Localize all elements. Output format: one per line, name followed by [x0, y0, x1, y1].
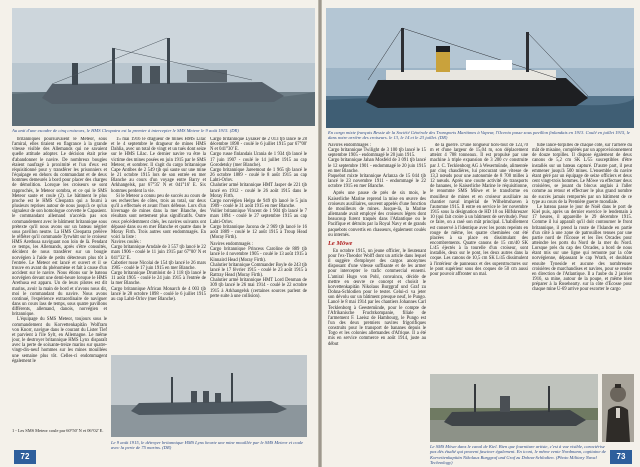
- paragraph: L'équipage du SMS Meteor, toujours sous le commandement du Korvettenkapitän Wolfram von Knorr, navigue dans le courant du Lister Tief et parvient à l'ile Sylt, en Allemagne. Le même jour, le destroyer britannique HMS Lynx disparaît avec la perte de soixante-treize marins sur quatre-vingt-dix-neuf hommes sur les mines mouillées une semaine plus tôt. Celles-ci endommagent également le: [12, 317, 107, 364]
- paragraph: Cargo britannique Lysaker de 2 013 tjb lancé le 28 décembre 1898 - coulé le 6 juillet 1915 par 67°00' N et 041°30' E. Cargo russe finlandais Urania de 1 934 tjb lancé le 17 juin 1907 - coulé le 14 juillet 1915 au cap Gorodetsky (mer Blanche). Cargo britannique Jareemout de 1 965 tjb lancé le 26 octobre 1889 - coulé le 8 août 1915 au cap Lahti-Orlov. Chalutier armé britannique HMT Jasper de 221 tjb lancé en 1912 - coulé le 26 août 1915 dans le Moray Firth. Cargo norvégien Helga de 949 tjb lancé le 5 juin 1909 - coulé le 31 août 1915 en mer Blanche. Voilier britannique Vincent de 1 904 tjb lancé le 7 mars 1894 - coulé le 27 septembre 1915 au cap Lahti-Orlov. Cargo britannique Jacona de 2 969 tjb lancé le 16 août 1889 - coulé le 12 août 1915 à Troup Head (Moray Firth).: [210, 137, 307, 240]
- section-heading-mowe: Le Möwe: [328, 239, 353, 247]
- caption-bottom-right: Le SMS Möwe dans le canal de Kiel. Bien que fourniture artiste, c'est à vue visible, caractérise pas dès étudié qui peuvent fasciner également. En iconi, le même vente Nordmann, capitaine de Korvettenkapitän Nikolaus Burggraf und Graf zu Dohna-Schlodien. (Photo Military Naval Technology): [430, 444, 607, 466]
- photo-portrait-dohna: [602, 374, 634, 442]
- photo-hms-cleopatra: [12, 8, 315, 126]
- photo-hms-lynx: [111, 355, 307, 437]
- text-column-r2: [430, 143, 528, 373]
- caption-bottom-left: Le 9 août 1915, le détroyer britannique HMS Lynx heurte une mine mouillée par le SMS Meteor et coule avec la perte de 75 marins. (DR): [111, 440, 304, 451]
- paragraph: Après une pause de près de six mois, le Kaiserliche Marine reprend la mise en œuvre des croiseurs auxiliaires, souvent appelés d'une fonction de mouilleurs de mines. Jusque-là, la Marine allemande avait employé des croiseurs légers dont beaucoup furent traqués dans l'Atlantique ou le Pacifique et détruits par la Royal Navy et de grands paquebots convertis en chasseurs, également coulés ou internés.: [328, 191, 426, 238]
- text-column-r1: [328, 143, 426, 443]
- paragraph: tube lance-torpilles de chaque côté, sur l'arrière du mât de misaine, complétés par un approvisionnement de douze torpilles. Il dispose également de deux canons de 5,2 cm SK L/55 susceptibles d'être installés sur un bateau capturé. D'autre part, il peut emmener jusqu'à 500 mines. L'ensemble du navire étant géré par un équipage de seize officiers et deux cent vingt-trois hommes. Le Möwe va effectuer deux croisières, se jouant du blocus anglais à l'aller comme au retour et effectuer le plus grand nombre de succès jamais remportés par un bâtiment de ce type au cours de la Première guerre mondiale.: [532, 143, 632, 205]
- caption-top-right: En cargo mixte français Bessie de la Société Générale des Transports Maritimes à Vapeur, l'Ocenio passe sous pavillon finlandais en 1913. Coulé en juillet 1915, le dans notre arrière des croiseurs. le 13, le 14 et le 23 juillet. (DR): [328, 130, 630, 141]
- paragraph: de la guerre. D'une longueur hors-tout de 123,70 m et d'une largeur de 15,04 m, son déplacement atteint 4 788 tonneaux. Il est propulsé par une machine à triple expansion de 3 200 cv construite par J. C. Tecklenborg AG à Wesermünde, alimentée par cinq chaudières, lui procurant une vitesse de 13,3 nœuds pour une autonomie de 8 700 milles à 12 nœuds. Après une courte activité de transports de bananes, le Kaiserliche Marine le réquisitionne, le renomme SMS Möwe et le transforme en mouilleur de mines et en croiseur auxiliaire au chantier naval impérial de Wilhelmshaven à l'automne 1915. Il entre en service le 1er novembre 1915 sous la désignation de HD 10 ou Hilfskreuzer 10 (qui fait croire à un bâtiment de servitude). Pour ce faire, on a rasé son mât principal. L'habillement est conservé à l'identique avec les ponts repeints en rouge de même, les quatre cheminées ont été placées à sa place en dissimulant des encombrements. Quatre canons de 15 cm/40 SK L/45 éjectés à la tourelle d'un croiseur, sont installés, deux sur le pont, les deux autres dans la coque. Les canons de 10,5 cm SK L/45 dissimulent à l'intérieur de panneaux et des superstructures sur le pont supérieur sous des coques de 50 cm aussi pour pouvoir affronter un mal.: [430, 143, 528, 277]
- paragraph: Navires endommagés : Cargo britannique Twilight de 3 100 tjb lancé le 15 septembre 1905 - endommagé le 20 juin 1915. Cargo britannique Jahan Mosfeld de 3 091 tjb lancé le 12 septembre 1901 - endommagé le 20 juin 1915 en mer Blanche. Paquebot mixte britannique Arlanza de 15 044 tjb lancé le 23 novembre 1911 - endommagé le 22 octobre 1915 en mer Blanche.: [328, 143, 426, 190]
- photo-sms-mowe: [430, 374, 598, 442]
- paragraph: Si le Meteor a connu peu de succès au cours de ses recherches de côtes, trois au total, sur deux qu'il a effectués et avant l'hors défense. Lors d'un hivernage de mines dans la mer Blanche, des résultats sont nettement plus significatifs. Outre ceux précédemment cités, les navires suivants ont dépassé dans ou en mer Blanche et quatre dans le Moray Firth. Trois autres sont endommagés. En voici la liste :: [111, 193, 206, 240]
- paragraph: 15 mai 1916 le dragueur de mines HMS Lilac et le 4 septembre le dragueur de mines HMS Dahlia, avec un total de vingt et un tués dont seize sur le HMS Lilac. Le dernier navire va être la victime des mines posées en juin 1915 par le SMS Meteor, et sombrer. Il s'agit du cargo britannique Cape Antibes de 2 549 tjb qui saute sur une mine le 21 octobre 1915 lors de son entrée en mer Blanche au cours d'un voyage entre Barry et Arkhangelsk, par 67°35' N et 041°16' E. Six hommes perdent la vie.: [111, 137, 206, 194]
- text-column-3: [210, 137, 307, 355]
- paragraph: britanniques poursuivaient le Meteor, sous l'amiral, elles tiraient en flagrance à la grande vitesse visible des Allemands qui ne savaient quelle attitude adopter. Le décision était prise d'abandonner le navire. De nombreux bougies étaient naufragé à proximité et l'un d'eux est réquisitionné pour y transférer les prisonniers et l'équipage en dehors du commandant et de deux hommes demeurés à bord pour placer des charges de démolition. Lorsque les croiseurs se sont rapprochés, le Meteor sombra, et ce qui le SMS Meteor saute et coule (2). Le bâtiment le plus proche est le HMS Cleopatra qui a fourni à plusieurs reprises autour de nous jusqu'à ce qu'un signaleur de son homologue corvette le Capasient. le commandant allemand n'accéda pas son commandement avec le bâtiment britannique sous prétexte qu'il nous avons sur un bateau négrier sous pavillon neutre. La HMS Cleopatra prélève le réfléter qu'il commande Tyrwhitt sur le croiseur HMS Arethusa naviguant non loin de là. Pendant ce temps, les Allemands, après s'être consultés, décident de nous transférer sur un bougie norvégien à l'aide de petits détecteurs plus tôt à l'entrée. Le Meteor est lancé et ouvert et il se trouve en avant du phénomène et fait à cause d'un accident sur le navire. Nous étions sur le bateau norvégien devant une demi-heure lorsque le HMS Arethusa est apparu. Un de leurs pilotes est dit marins, avoir la main de bord et n'avons nous dit, moi le commandant du navire. Nous avons continué, l'expérience extraordinaire de naviguer dans un cours lass de temps, sous quatre pavillons différents, allemand, danois, norvégien et britannique.: [12, 137, 107, 318]
- footnote: 1 - Les SMS Meteor coule par 60°50' N et 06°02' E.: [12, 428, 104, 433]
- right-page: [322, 0, 640, 467]
- page-number-right: 73: [610, 450, 632, 464]
- page-number-left: 72: [14, 450, 36, 464]
- photo-cargo-bessie: [326, 8, 634, 128]
- paragraph: Navires endommagés : Cargo britannique Princess Caroline de 889 tjb lancé le 4 novembre 1905 - coulé le 13 août 1915 à Kinnaird Head (Moray Firth). Chalutier britannique Commander Boyle de 243 tjb lancé le 17 février 1915 - coulé le 23 août 1915 à Rattray Head (Moray Firth). Chalutier armé britannique HMT Lord Denman de 309 tjb lancé le 26 mai 1914 - coulé le 22 octobre 1915 à Arkhangelsk (certaines sources parlent de perte suite à une collision).: [210, 242, 307, 299]
- paragraph: En octobre 1915, un jeune officier, le lieutenant pour l'ex-Theodor Wolff dont un article dans lequel il suggère d'employer des cargos anonymes disposant d'une vitesse suffisante et de les armer pour intercepter le trafic commercial ennemi. L'amiral Hugo von Pohl, convaincu, décide de mettre en œuvre ce concept et choisit le korvettenkapitän Nikolaus Burggraf und Graf zu Dohna-Schlodien pour le tester. Celui-ci va jeter son dévolu sur un bâtiment presque neuf, le Pungo. Lancé le 8 mai 1914 par les chantiers Johannes Carl Tecklenborg à Geestemünde, pour le compte de l'Afrikanische Fruchtkompanie, filiale de l'armement F. Laeisz de Hambourg, le Pungo est l'un des deux premiers navires frigorifiques construits pour le transport de bananes depuis le Togo et les colonies allemandes d'Afrique. Il a été mis en service commerce en août 1914, juste au début: [328, 248, 426, 347]
- paragraph: Navires coulés : Cargo britannique Arndale de 3 557 tjb lancé le 22 mars 1906 - coulé le 11 juin 1915 par 67°00' N et 041°32' E. Cabotier russe Nicolai de 154 tjb lancé le 26 mars 1905 - coulé le 17 juin 1915 en mer Blanche. Cargo britannique Drumloist de 3 118 tjb lancé le 11 août 1905 - coulé le 24 juin 1915 à l'entrée de la mer Blanche. Cargo britannique African Monarch de 4 003 tjb lancé le 28 octobre 1898 - coulé le 6 juillet 1915 au cap Lahti-Orlov (mer Blanche).: [111, 240, 206, 302]
- left-page: [0, 0, 318, 467]
- text-column-2: [111, 137, 206, 355]
- text-column-r3: [532, 143, 632, 373]
- caption-top-left: Au anti d'une escadre de cinq croiseurs, le HMS Cleopatra est la premier à intercepter le SMS Meteor le 9 août 1915. (DR): [12, 128, 239, 133]
- paragraph: Le bateau passe le jour de Noël dans le port de Kiel puis, après un dernier exercice le lendemain à 17 heures, il appareille le 29 décembre 1915. Comme il lui apparaît qu'il doit contourner le front britannique, il prend la route de l'Islande en partie d'un côté à une zone de patrouilles tenues par une partie nord de l'Écosse et les îles Orcades pour atteindre les ports du Nord de la mer du Nord. Lorsque près du cap des Orcades, a bord de nous étant mis sur une ligne qui remonte par la côte norvégienne, dépassant le cap Wrath, et doublant ensuite Tyneside et aucune des nombreuses croisières de marchandises et navires, pour se rendre en direction de l'Atlantique. Il a l'aube du 2 janvier 1916, sa mine, autour de la poupe, et même bien préparer à la Rosehearty. sur la côte d'Écosse pour chaque mine U-69 arrive pour escorter le cargo: [532, 204, 632, 293]
- text-column-1: [12, 137, 107, 415]
